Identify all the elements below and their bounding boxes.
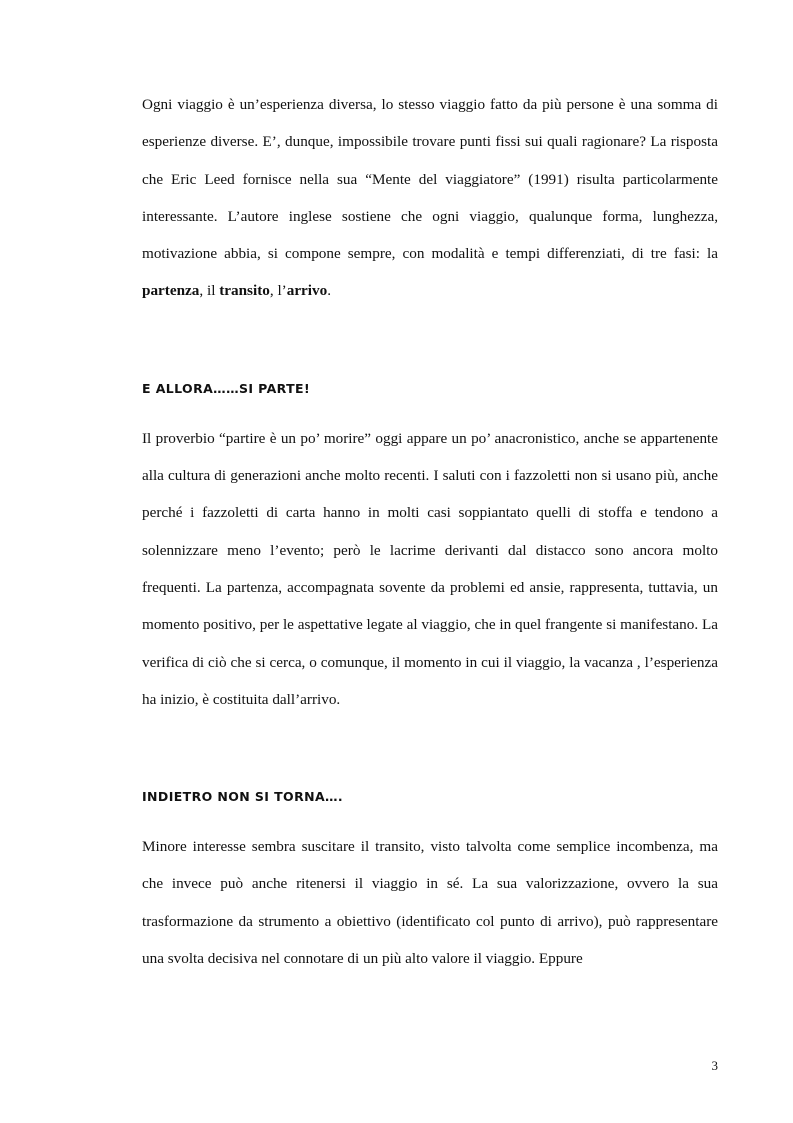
section-heading-partenza: E ALLORA……SI PARTE! [142,380,311,396]
intro-text-3: , l’ [269,282,287,300]
page-number: 3 [711,1058,718,1073]
section-heading-transito: INDIETRO NON SI TORNA…. [142,789,344,805]
intro-text-4: . [327,282,331,300]
intro-paragraph [142,86,718,310]
intro-text-1: Ogni viaggio è un’esperienza diversa, lo stesso viaggio fatto da più persone è una somma di esperienze diverse. E’, dunque, impossibile trovare punti fissi sui quali ragionare? La risposta che Eric Leed fornisce nella sua “Mente del viaggiatore” (1991) risulta particolarmente interessante. L’autore inglese sostiene che ogni viaggio, qualunque forma, lunghezza, motivazione abbia, si compone sempre, con modalità e tempi differenziati, di tre fasi: la [142,96,718,263]
keyword-arrivo: arrivo [286,282,328,300]
keyword-partenza: partenza [142,282,200,300]
intro-text-2: , il [199,282,220,300]
keyword-transito: transito [219,282,270,300]
section-body-transito: Minore interesse sembra suscitare il transito, visto talvolta come semplice incombenza, ma che invece può anche ritenersi il viaggio in sé. La sua valorizzazione, ovvero la sua trasformazione da strumento a obiettivo (identificato col punto di arrivo), può rappresentare una svolta decisiva nel connotare di un più alto valore il viaggio. Eppure [142,838,718,968]
document-page [142,86,718,977]
section-body-partenza: Il proverbio “partire è un po’ morire” oggi appare un po’ anacronistico, anche se appartenente alla cultura di generazioni anche molto recenti. I saluti con i fazzoletti non si usano più, anche perché i fazzoletti di carta hanno in molti casi soppiantato quelli di stoffa e tendono a solennizzare meno l’evento; però le lacrime derivanti dal distacco sono ancora molto frequenti. La partenza, accompagnata sovente da problemi ed ansie, rappresenta, tuttavia, un momento positivo, per le aspettative legate al viaggio, che in quel frangente si manifestano. La verifica di ciò che si cerca, o comunque, il momento in cui il viaggio, la vacanza , l’esperienza ha inizio, è costituita dall’arrivo. [142,429,718,708]
